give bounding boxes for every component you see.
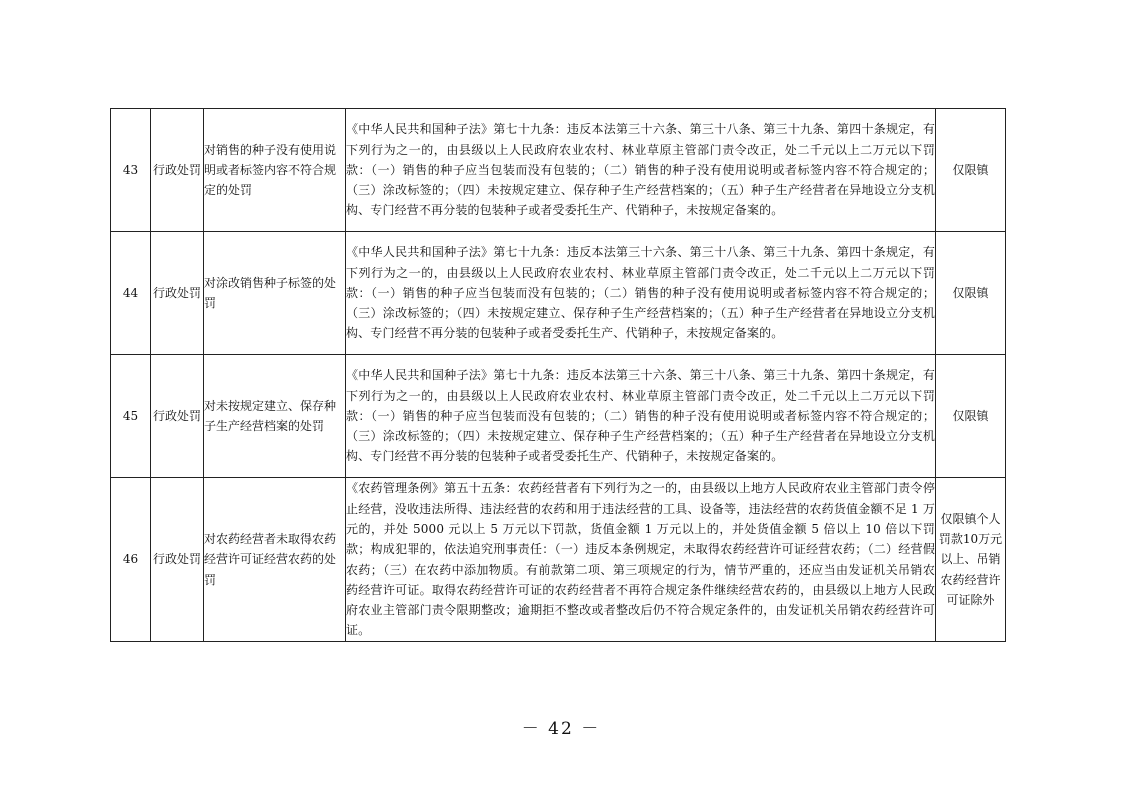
scope-note: 仅限镇 — [936, 109, 1006, 232]
legal-basis: 《农药管理条例》第五十五条：农药经营者有下列行为之一的，由县级以上地方人民政府农业主管部门责令停止经营，没收违法所得、违法经营的农药和用于违法经营的工具、设备等，违法经营的农药货值金额不足 1 万元的，并处 5000 元以上 5 万元以下罚款，货值金额 1 万元以上的，并处货值金额 5 倍以上 10 倍以下罚款；构成犯罪的，依法追究刑事责任：（一）违反本条例规定，未取得农药经营许可证经营农药；（二）经营假农药；（三）在农药中添加物质。有前款第二项、第三项规定的行为，情节严重的，还应当由发证机关吊销农药经营许可证。取得农药经营许可证的农药经营者不再符合规定条件继续经营农药的，由县级以上地方人民政府农业主管部门责令限期整改；逾期拒不整改或者整改后仍不符合规定条件的，由发证机关吊销农药经营许可证。 — [346, 478, 936, 642]
legal-basis: 《中华人民共和国种子法》第七十九条：违反本法第三十六条、第三十八条、第三十九条、第四十条规定，有下列行为之一的，由县级以上人民政府农业农村、林业草原主管部门责令改正，处二千元以上二万元以下罚款：（一）销售的种子应当包装而没有包装的；（二）销售的种子没有使用说明或者标签内容不符合规定的；（三）涂改标签的；（四）未按规定建立、保存种子生产经营档案的；（五）种子生产经营者在异地设立分支机构、专门经营不再分装的包装种子或者受委托生产、代销种子，未按规定备案的。 — [346, 109, 936, 232]
regulation-table — [110, 108, 1006, 642]
power-type: 行政处罚 — [151, 478, 204, 642]
table-row — [111, 355, 1006, 478]
legal-basis: 《中华人民共和国种子法》第七十九条：违反本法第三十六条、第三十八条、第三十九条、第四十条规定，有下列行为之一的，由县级以上人民政府农业农村、林业草原主管部门责令改正，处二千元以上二万元以下罚款：（一）销售的种子应当包装而没有包装的；（二）销售的种子没有使用说明或者标签内容不符合规定的；（三）涂改标签的；（四）未按规定建立、保存种子生产经营档案的；（五）种子生产经营者在异地设立分支机构、专门经营不再分装的包装种子或者受委托生产、代销种子，未按规定备案的。 — [346, 232, 936, 355]
page-number: － 42 － — [521, 719, 601, 739]
item-name: 对涂改销售种子标签的处罚 — [204, 232, 346, 355]
scope-note: 仅限镇 — [936, 232, 1006, 355]
row-number: 45 — [111, 355, 151, 478]
item-name: 对未按规定建立、保存种子生产经营档案的处罚 — [204, 355, 346, 478]
table-row — [111, 109, 1006, 232]
table-row — [111, 232, 1006, 355]
power-type: 行政处罚 — [151, 232, 204, 355]
row-number: 43 — [111, 109, 151, 232]
row-number: 46 — [111, 478, 151, 642]
legal-basis: 《中华人民共和国种子法》第七十九条：违反本法第三十六条、第三十八条、第三十九条、第四十条规定，有下列行为之一的，由县级以上人民政府农业农村、林业草原主管部门责令改正，处二千元以上二万元以下罚款：（一）销售的种子应当包装而没有包装的；（二）销售的种子没有使用说明或者标签内容不符合规定的；（三）涂改标签的；（四）未按规定建立、保存种子生产经营档案的；（五）种子生产经营者在异地设立分支机构、专门经营不再分装的包装种子或者受委托生产、代销种子，未按规定备案的。 — [346, 355, 936, 478]
power-type: 行政处罚 — [151, 109, 204, 232]
item-name: 对销售的种子没有使用说明或者标签内容不符合规定的处罚 — [204, 109, 346, 232]
power-type: 行政处罚 — [151, 355, 204, 478]
scope-note: 仅限镇个人罚款10万元以上、吊销农药经营许可证除外 — [936, 478, 1006, 642]
table-row — [111, 478, 1006, 642]
item-name: 对农药经营者未取得农药经营许可证经营农药的处罚 — [204, 478, 346, 642]
scope-note: 仅限镇 — [936, 355, 1006, 478]
row-number: 44 — [111, 232, 151, 355]
